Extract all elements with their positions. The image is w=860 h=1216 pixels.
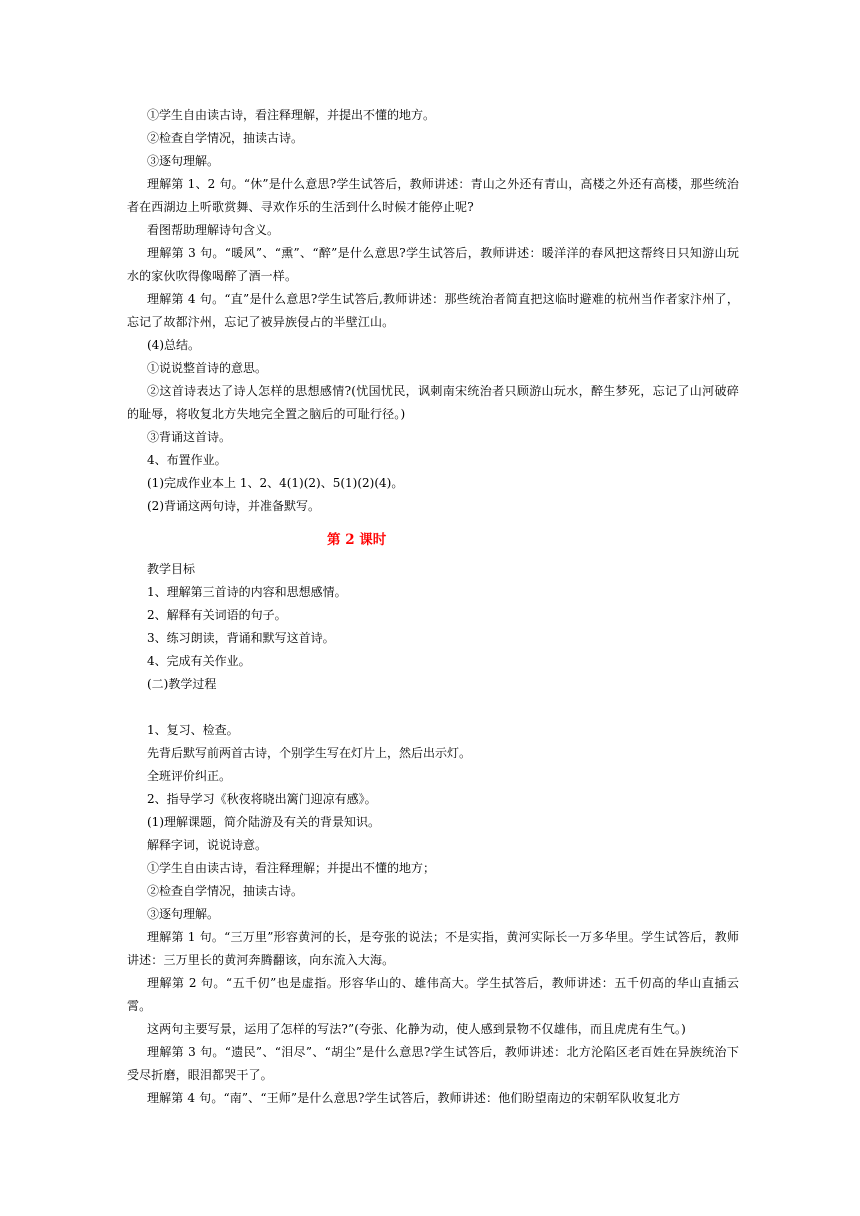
document-body (127, 104, 739, 1110)
paragraph: ②检查自学情况，抽读古诗。 (147, 131, 304, 145)
paragraph: 4、布置作业。 (147, 453, 227, 467)
paragraph: 理解第 4 句。“南”、“王师”是什么意思?学生试答后，教师讲述：他们盼望南边的宋朝军队收复北方 (147, 1091, 681, 1105)
goal-item: 1、理解第三首诗的内容和思想感情。 (147, 585, 347, 599)
paragraph: 先背后默写前两首古诗，个别学生写在灯片上，然后出示灯。 (147, 746, 472, 760)
paragraph: ③逐句理解。 (147, 907, 220, 921)
process-title: (二)教学过程 (147, 677, 217, 691)
goal-item: 2、解释有关词语的句子。 (147, 608, 287, 622)
paragraph: ②检查自学情况，抽读古诗。 (147, 884, 304, 898)
section-heading: 第 2 课时 (327, 532, 387, 548)
paragraph: 理解第 1 句。“三万里”形容黄河的长，是夸张的说法；不是实指，黄河实际长一万多华里。学生试答后，教师讲述：三万里长的黄河奔腾翻该，向东流入大海。 (127, 930, 739, 967)
paragraph: (1)完成作业本上 1、2、4(1)(2)、5(1)(2)(4)。 (147, 476, 404, 490)
paragraph: (2)背诵这两句诗，并准备默写。 (147, 499, 320, 513)
paragraph: 理解第 3 句。“遗民”、“泪尽”、“胡尘”是什么意思?学生试答后，教师讲述：北方沦陷区老百姓在异族统治下受尽折磨，眼泪都哭干了。 (127, 1045, 739, 1082)
paragraph: 这两句主要写景，运用了怎样的写法?”(夸张、化静为动，使人感到景物不仅雄伟，而且虎虎有生气。) (147, 1022, 686, 1036)
paragraph: 理解第 2 句。“五千仞”也是虚指。形容华山的、雄伟高大。学生拭答后，教师讲述：五千仞高的华山直插云霄。 (127, 976, 739, 1013)
paragraph: 全班评价纠正。 (147, 769, 232, 783)
paragraph: ③背诵这首诗。 (147, 430, 232, 444)
paragraph: 理解第 4 句。“直”是什么意思?学生试答后,教师讲述：那些统治者简直把这临时避难的杭州当作者家汴州了，忘记了故都汴州，忘记了被异族侵占的半壁江山。 (127, 292, 739, 329)
paragraph: ③逐句理解。 (147, 154, 220, 168)
paragraph: (4)总结。 (147, 338, 200, 352)
paragraph: ①说说整首诗的意思。 (147, 361, 268, 375)
goal-item: 4、完成有关作业。 (147, 654, 251, 668)
paragraph: (1)理解课题，简介陆游及有关的背景知识。 (147, 815, 380, 829)
paragraph: 解释字词，说说诗意。 (147, 838, 268, 852)
paragraph: 理解第 1、2 句。“休”是什么意思?学生试答后，教师讲述：青山之外还有青山，高楼之外还有高楼，那些统治者在西湖边上听歌赏舞、寻欢作乐的生活到什么时候才能停止呢? (127, 177, 739, 214)
paragraph: ①学生自由读古诗，看注释理解，并提出不懂的地方。 (147, 108, 436, 122)
paragraph: 2、指导学习《秋夜将晓出篱门迎凉有感》。 (147, 792, 377, 806)
blank-line (127, 696, 739, 719)
paragraph: ②这首诗表达了诗人怎样的思想感情?(忧国忧民，讽刺南宋统治者只顾游山玩水，醉生梦死，忘记了山河破碎的耻辱，将收复北方失地完全置之脑后的可耻行径。) (127, 384, 739, 421)
paragraph: 看图帮助理解诗句含义。 (147, 223, 280, 237)
goals-title: 教学目标 (147, 562, 196, 576)
paragraph: ①学生自由读古诗，看注释理解；并提出不懂的地方； (147, 861, 436, 875)
paragraph: 1、复习、检查。 (147, 723, 239, 737)
goal-item: 3、练习朗读，背诵和默写这首诗。 (147, 631, 335, 645)
paragraph: 理解第 3 句。“暖风”、“熏”、“醉”是什么意思?学生试答后，教师讲述：暖洋洋的春风把这帮终日只知游山玩水的家伙吹得像喝醉了酒一样。 (127, 246, 739, 283)
